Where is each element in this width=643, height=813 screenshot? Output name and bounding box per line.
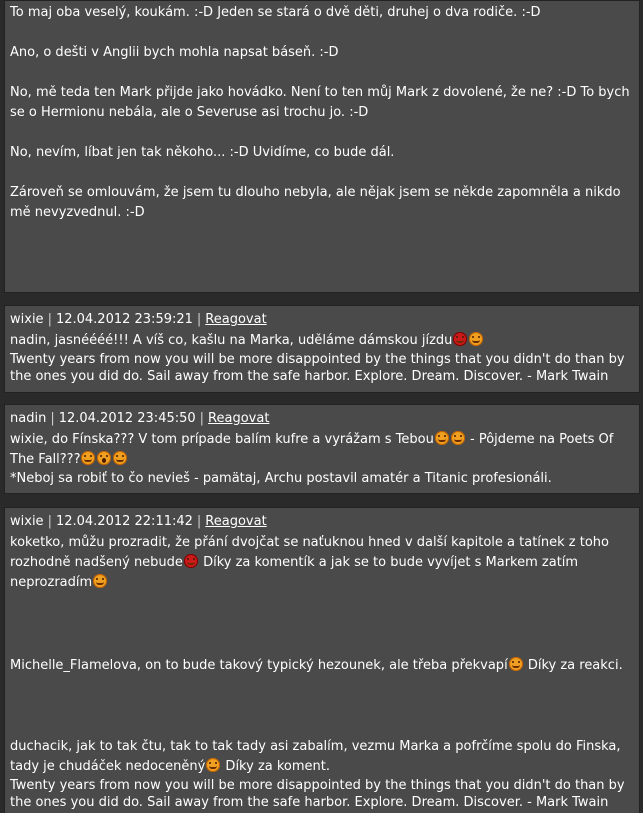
smile-emoticon-icon bbox=[81, 451, 95, 465]
comment-header bbox=[10, 511, 634, 533]
comment-text-part: Michelle_Flamelova, on to bude takový typický hezounek, ale třeba překvapí bbox=[10, 658, 508, 673]
devil-emoticon-icon bbox=[184, 554, 198, 568]
comment-date: 12.04.2012 22:11:42 bbox=[55, 514, 193, 529]
comment-text-part: Díky za komentík a jak se to bude vyvíjet s Markem zatím neprozradím bbox=[10, 555, 579, 590]
comment-text-part: Díky za koment. bbox=[221, 759, 331, 774]
comment-signature: Twenty years from now you will be more disappointed by the things that you didn't do than by the ones you did do. Sail away from the safe harbor. Explore. Dream. Discover. - Mark Twain bbox=[10, 352, 625, 384]
post-paragraph: Zároveň se omlouvám, že jsem tu dlouho nebyla, ale nějak jsem se někde zapomněla a nikdo mě nevyzvednul. :-D bbox=[10, 185, 621, 220]
comment-text bbox=[10, 533, 634, 593]
comment-date: 12.04.2012 23:45:50 bbox=[58, 411, 196, 426]
comment-header bbox=[10, 408, 634, 430]
separator: | bbox=[199, 411, 205, 426]
comment-text-part: koketko, můžu prozradit, že přání dvojčat se naťuknou hned v další kapitole a tatínek z toho rozhodně nadšený nebude bbox=[10, 535, 610, 570]
reply-link[interactable]: Reagovat bbox=[205, 312, 267, 327]
smile-emoticon-icon bbox=[435, 431, 449, 445]
comment-text-body: nadin, jasnéééé!!! A víš co, kašlu na Marka, uděláme dámskou jízdu bbox=[10, 333, 453, 348]
separator: | bbox=[196, 514, 202, 529]
comment-text bbox=[10, 737, 634, 777]
separator: | bbox=[50, 411, 55, 426]
smile-emoticon-icon bbox=[469, 332, 483, 346]
post-paragraph: No, nevím, líbat jen tak někoho... :-D Uvidíme, co bude dál. bbox=[10, 145, 395, 160]
post-paragraph: No, mě teda ten Mark přijde jako hovádko. Není to ten můj Mark z dovolené, že ne? :-D To bych se o Hermionu nebála, ale o Severuse asi trochu jo. :-D bbox=[10, 85, 630, 120]
comment bbox=[4, 305, 640, 393]
comment-signature: Twenty years from now you will be more disappointed by the things that you didn't do than by the ones you did do. Sail away from the safe harbor. Explore. Dream. Discover. - Mark Twain bbox=[10, 778, 625, 810]
comment-author: nadin bbox=[10, 411, 47, 426]
comment-text-part: wixie, do Fínska??? V tom prípade balím kufre a vyrážam s Tebou bbox=[10, 432, 434, 447]
comment-text bbox=[10, 656, 634, 676]
post-text-block bbox=[4, 0, 640, 293]
separator: | bbox=[196, 312, 202, 327]
reply-link[interactable]: Reagovat bbox=[205, 514, 267, 529]
smile-emoticon-icon bbox=[206, 758, 220, 772]
post-paragraph: To maj oba veselý, koukám. :-D Jeden se stará o dvě děti, druhej o dva rodiče. :-D bbox=[10, 5, 541, 20]
comment-signature: *Neboj sa robiť to čo nevieš - pamätaj, Archu postavil amatér a Titanic profesionáli. bbox=[10, 471, 552, 486]
post-paragraph: Ano, o dešti v Anglii bych mohla napsat báseň. :-D bbox=[10, 45, 339, 60]
smile-emoticon-icon bbox=[451, 431, 465, 445]
comment-text-part: - Pôjdeme na Poets Of The Fall??? bbox=[10, 432, 614, 467]
comment bbox=[4, 507, 640, 813]
shocked-emoticon-icon bbox=[97, 451, 111, 465]
comment-header bbox=[10, 309, 634, 331]
comment-text-part: duchacik, jak to tak čtu, tak to tak tady asi zabalím, vezmu Marka a pofrčíme spolu do Finska, tady je chudáček nedoceněný bbox=[10, 739, 621, 774]
comment-author: wixie bbox=[10, 312, 44, 327]
separator: | bbox=[47, 312, 52, 327]
devil-emoticon-icon bbox=[453, 332, 467, 346]
comment-text bbox=[10, 331, 634, 351]
smile-emoticon-icon bbox=[93, 574, 107, 588]
smile-emoticon-icon bbox=[113, 451, 127, 465]
comment-text-part: Díky za reakci. bbox=[523, 658, 623, 673]
smile-emoticon-icon bbox=[509, 657, 523, 671]
comment bbox=[4, 404, 640, 494]
comment-text bbox=[10, 430, 634, 470]
comment-date: 12.04.2012 23:59:21 bbox=[55, 312, 193, 327]
comment-author: wixie bbox=[10, 514, 44, 529]
separator: | bbox=[47, 514, 52, 529]
reply-link[interactable]: Reagovat bbox=[208, 411, 270, 426]
